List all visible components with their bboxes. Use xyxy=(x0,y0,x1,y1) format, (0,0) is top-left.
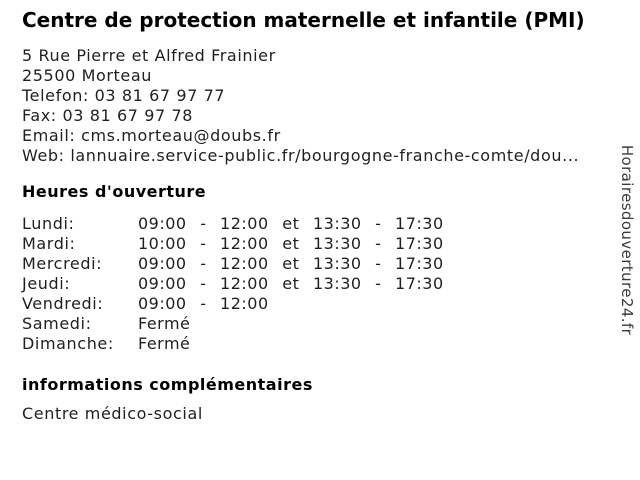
opening-hours-table xyxy=(22,214,610,354)
day-label: Mardi: xyxy=(22,234,76,253)
day-label: Jeudi: xyxy=(22,274,71,293)
day-label: Mercredi: xyxy=(22,254,103,273)
day-hours: 09:00 - 12:00 et 13:30 - 17:30 xyxy=(138,254,444,273)
hours-row-saturday xyxy=(22,314,610,334)
day-hours: 10:00 - 12:00 et 13:30 - 17:30 xyxy=(138,234,444,253)
day-label: Lundi: xyxy=(22,214,75,233)
hours-row-monday xyxy=(22,214,610,234)
email-line: Email: cms.morteau@doubs.fr xyxy=(22,126,281,145)
day-hours: 09:00 - 12:00 xyxy=(138,294,269,313)
hours-row-tuesday xyxy=(22,234,610,254)
contact-block xyxy=(22,46,610,166)
hours-row-thursday xyxy=(22,274,610,294)
page-title: Centre de protection maternelle et infantile (PMI) xyxy=(22,8,585,32)
hours-row-wednesday xyxy=(22,254,610,274)
phone-line: Telefon: 03 81 67 97 77 xyxy=(22,86,226,105)
day-label: Vendredi: xyxy=(22,294,104,313)
fax-line: Fax: 03 81 67 97 78 xyxy=(22,106,194,125)
day-hours: 09:00 - 12:00 et 13:30 - 17:30 xyxy=(138,274,444,293)
day-hours: 09:00 - 12:00 et 13:30 - 17:30 xyxy=(138,214,444,233)
address-city: 25500 Morteau xyxy=(22,66,153,85)
opening-hours-heading: Heures d'ouverture xyxy=(22,182,207,201)
main-content xyxy=(22,8,610,424)
additional-info-heading: informations complémentaires xyxy=(22,375,313,394)
hours-row-friday xyxy=(22,294,610,314)
hours-row-sunday xyxy=(22,334,610,354)
site-watermark: Horairesdouverture24.fr xyxy=(618,144,636,336)
day-hours: Fermé xyxy=(138,334,191,353)
additional-info-text: Centre médico-social xyxy=(22,404,203,423)
day-hours: Fermé xyxy=(138,314,191,333)
web-line: Web: lannuaire.service-public.fr/bourgogne-franche-comte/dou... xyxy=(22,146,580,165)
day-label: Samedi: xyxy=(22,314,92,333)
day-label: Dimanche: xyxy=(22,334,114,353)
address-street: 5 Rue Pierre et Alfred Frainier xyxy=(22,46,276,65)
